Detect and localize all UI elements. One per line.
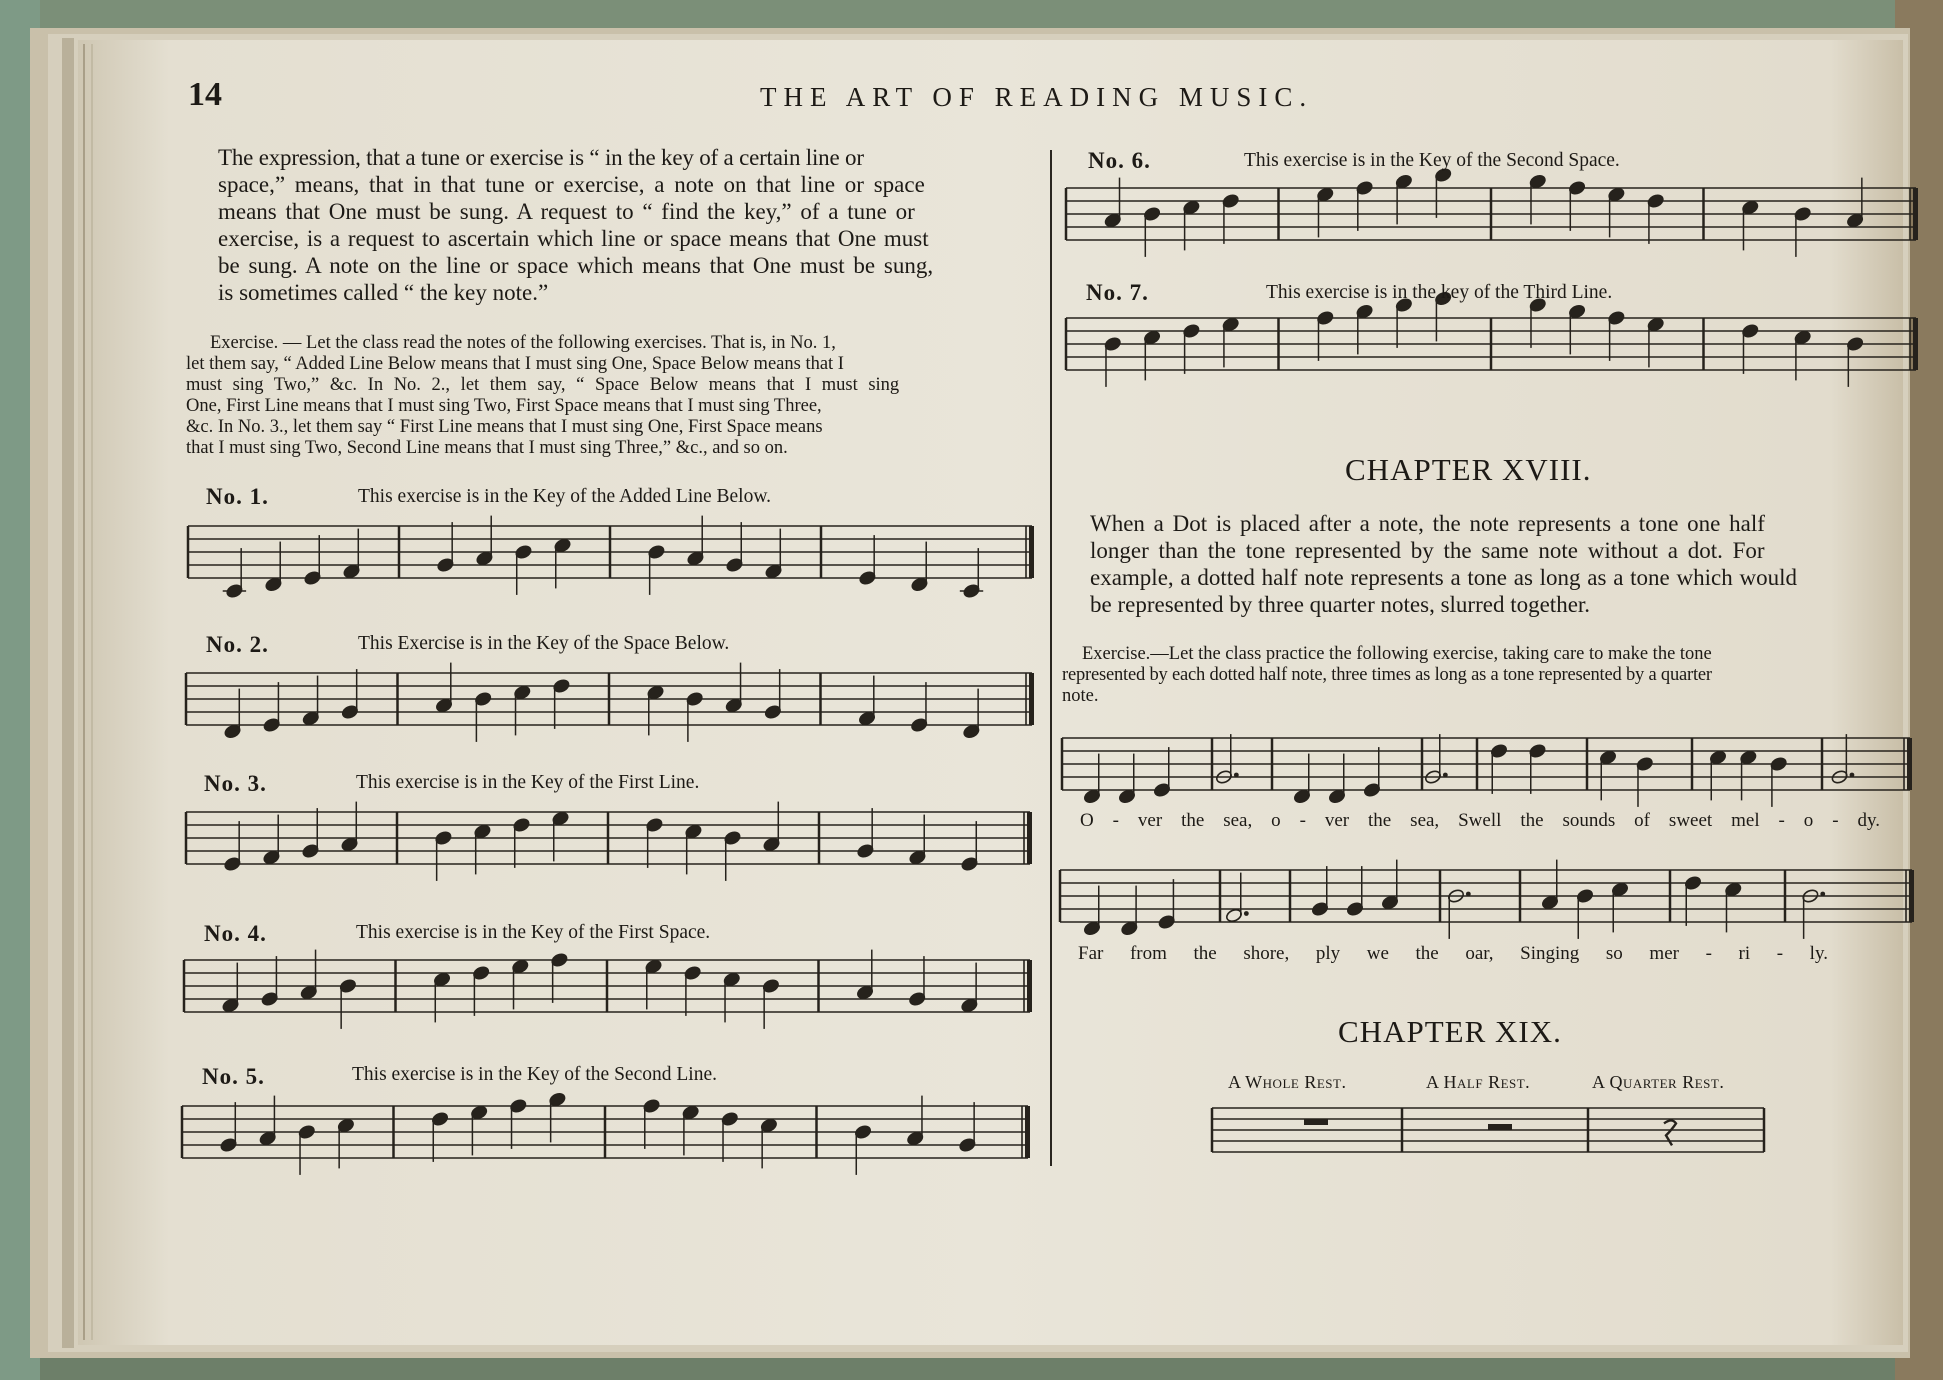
- exercise-3-caption: This exercise is in the Key of the First Line.: [356, 772, 700, 793]
- lyric-syllable: Far: [1078, 943, 1104, 964]
- instruction-line: One, First Line means that I must sing Two, First Space means that I must sing Three,: [186, 396, 822, 416]
- final-barline: [1027, 960, 1032, 1012]
- instruction-line: that I must sing Two, Second Line means that I must sing Three,” &c., and so on.: [186, 438, 788, 458]
- lyric-syllable: o: [1271, 810, 1281, 831]
- final-barline: [1907, 738, 1912, 790]
- lyric-syllable: -: [1776, 943, 1784, 964]
- lyric-syllable: ver: [1324, 810, 1350, 831]
- chapter-18-line: example, a dotted half note represents a tone as long as a tone which would: [1090, 565, 1797, 590]
- lyric-syllable: we: [1366, 943, 1389, 964]
- page-number: 14: [188, 76, 222, 113]
- lyric-syllable: oar,: [1465, 943, 1494, 964]
- final-barline: [1913, 188, 1918, 240]
- chapter-18-paragraph: [1090, 510, 1914, 618]
- rest-label-whole: A Whole Rest.: [1228, 1072, 1347, 1092]
- lyric-syllable: the: [1415, 943, 1439, 964]
- exercise-1-label: No. 1.: [206, 484, 269, 509]
- lyric-syllable: the: [1520, 810, 1544, 831]
- instruction-line: Exercise. — Let the class read the notes of the following exercises. That is, in No. 1,: [210, 333, 836, 353]
- lyric-syllable: from: [1129, 943, 1167, 964]
- exercise-instructions: [186, 333, 1038, 459]
- intro-line: is sometimes called “ the key note.”: [218, 280, 549, 305]
- rest-label-quarter: A Quarter Rest.: [1592, 1072, 1725, 1092]
- final-barline: [1909, 870, 1914, 922]
- lyric-syllable: sea,: [1410, 810, 1440, 831]
- lyric-syllable: Swell: [1458, 810, 1502, 831]
- note-dot: [1850, 773, 1855, 778]
- chapter-18-line: When a Dot is placed after a note, the note represents a tone one half: [1090, 511, 1765, 536]
- lyric-syllable: Singing: [1520, 943, 1580, 964]
- lyric-syllable: -: [1832, 810, 1839, 831]
- lyric-syllable: mer: [1649, 943, 1679, 964]
- lyric-syllable: -: [1705, 943, 1712, 964]
- chapter-18-line: be represented by three quarter notes, slurred together.: [1090, 592, 1591, 617]
- chapter-18-title: CHAPTER XVIII.: [1345, 452, 1592, 487]
- final-barline: [1029, 673, 1034, 725]
- final-barline: [1025, 1106, 1030, 1158]
- running-title: THE ART OF READING MUSIC.: [760, 82, 1314, 112]
- lyric-syllable: O: [1080, 810, 1094, 831]
- intro-line: means that One must be sung. A request to “ find the key,” of a tune or: [218, 199, 915, 224]
- intro-line: be sung. A note on the line or space which means that One must be sung,: [218, 253, 934, 278]
- lyric-syllable: mel: [1731, 810, 1760, 831]
- lyric-syllable: ly.: [1809, 943, 1828, 964]
- chapter-19-title: CHAPTER XIX.: [1338, 1014, 1562, 1049]
- note-dot: [1466, 892, 1471, 897]
- exercise-6-caption: This exercise is in the Key of the Second Space.: [1244, 150, 1620, 171]
- chapter-18-line: longer than the tone represented by the same note without a dot. For: [1090, 538, 1765, 563]
- lyric-syllable: the: [1193, 943, 1217, 964]
- lyric-syllable: sea,: [1223, 810, 1253, 831]
- lyric-syllable: -: [1778, 810, 1785, 831]
- lyric-syllable: ri: [1738, 943, 1751, 964]
- lyric-syllable: shore,: [1243, 943, 1290, 964]
- instruction-line: &c. In No. 3., let them say “ First Line means that I must sing One, First Space means: [186, 417, 823, 437]
- lyric-syllable: ver: [1137, 810, 1163, 831]
- exercise-3-label: No. 3.: [204, 771, 267, 796]
- intro-line: space,” means, that in that tune or exercise, a note on that line or space: [218, 172, 925, 197]
- chapter-18-exercise-line: represented by each dotted half note, three times as long as a tone represented by a quarter: [1062, 665, 1712, 685]
- note-dot: [1244, 911, 1249, 916]
- lyric-syllable: sounds: [1562, 810, 1616, 831]
- exercise-1-caption: This exercise is in the Key of the Added Line Below.: [358, 486, 772, 507]
- final-barline: [1029, 526, 1034, 578]
- lyric-syllable: o: [1803, 810, 1814, 831]
- final-barline: [1027, 812, 1032, 864]
- lyrics-line-1: [1080, 810, 1880, 832]
- final-barline: [1913, 318, 1918, 370]
- chapter-18-exercise-line: note.: [1062, 686, 1099, 706]
- exercise-4-label: No. 4.: [204, 921, 267, 946]
- intro-line: exercise, is a request to ascertain which line or space means that One must: [218, 226, 929, 251]
- exercise-4-caption: This exercise is in the Key of the First Space.: [356, 922, 711, 943]
- instruction-line: must sing Two,” &c. In No. 2., let them say, “ Space Below means that I must sing: [186, 375, 900, 395]
- instruction-line: let them say, “ Added Line Below means that I must sing One, Space Below means that I: [186, 354, 844, 374]
- lyric-syllable: the: [1181, 810, 1205, 831]
- lyric-syllable: -: [1299, 810, 1306, 831]
- exercise-6-label: No. 6.: [1088, 148, 1151, 173]
- lyric-syllable: the: [1368, 810, 1392, 831]
- lyrics-line-2: [1078, 943, 1828, 965]
- intro-paragraph: [218, 144, 1040, 306]
- rest-label-half: A Half Rest.: [1426, 1072, 1531, 1092]
- lyric-syllable: -: [1112, 810, 1119, 831]
- half-rest: [1488, 1124, 1512, 1130]
- chapter-18-exercise: [1062, 644, 1914, 707]
- exercise-7-caption: This exercise is in the key of the Third Line.: [1266, 282, 1613, 303]
- exercise-7-label: No. 7.: [1086, 280, 1149, 305]
- lyric-syllable: of: [1634, 810, 1650, 831]
- exercise-2-label: No. 2.: [206, 632, 269, 657]
- exercise-5-label: No. 5.: [202, 1064, 265, 1089]
- exercise-5-caption: This exercise is in the Key of the Second Line.: [352, 1064, 717, 1085]
- lyric-syllable: so: [1605, 943, 1623, 964]
- lyric-syllable: ply: [1315, 943, 1341, 964]
- note-dot: [1234, 773, 1239, 778]
- exercise-2-caption: This Exercise is in the Key of the Space Below.: [358, 633, 730, 654]
- note-dot: [1443, 773, 1448, 778]
- intro-line: The expression, that a tune or exercise is “ in the key of a certain line or: [218, 145, 864, 170]
- whole-rest: [1304, 1119, 1328, 1125]
- lyric-syllable: dy.: [1857, 810, 1880, 831]
- chapter-18-exercise-line: Exercise.—Let the class practice the following exercise, taking care to make the tone: [1082, 644, 1712, 664]
- note-dot: [1820, 892, 1825, 897]
- lyric-syllable: sweet: [1668, 810, 1713, 831]
